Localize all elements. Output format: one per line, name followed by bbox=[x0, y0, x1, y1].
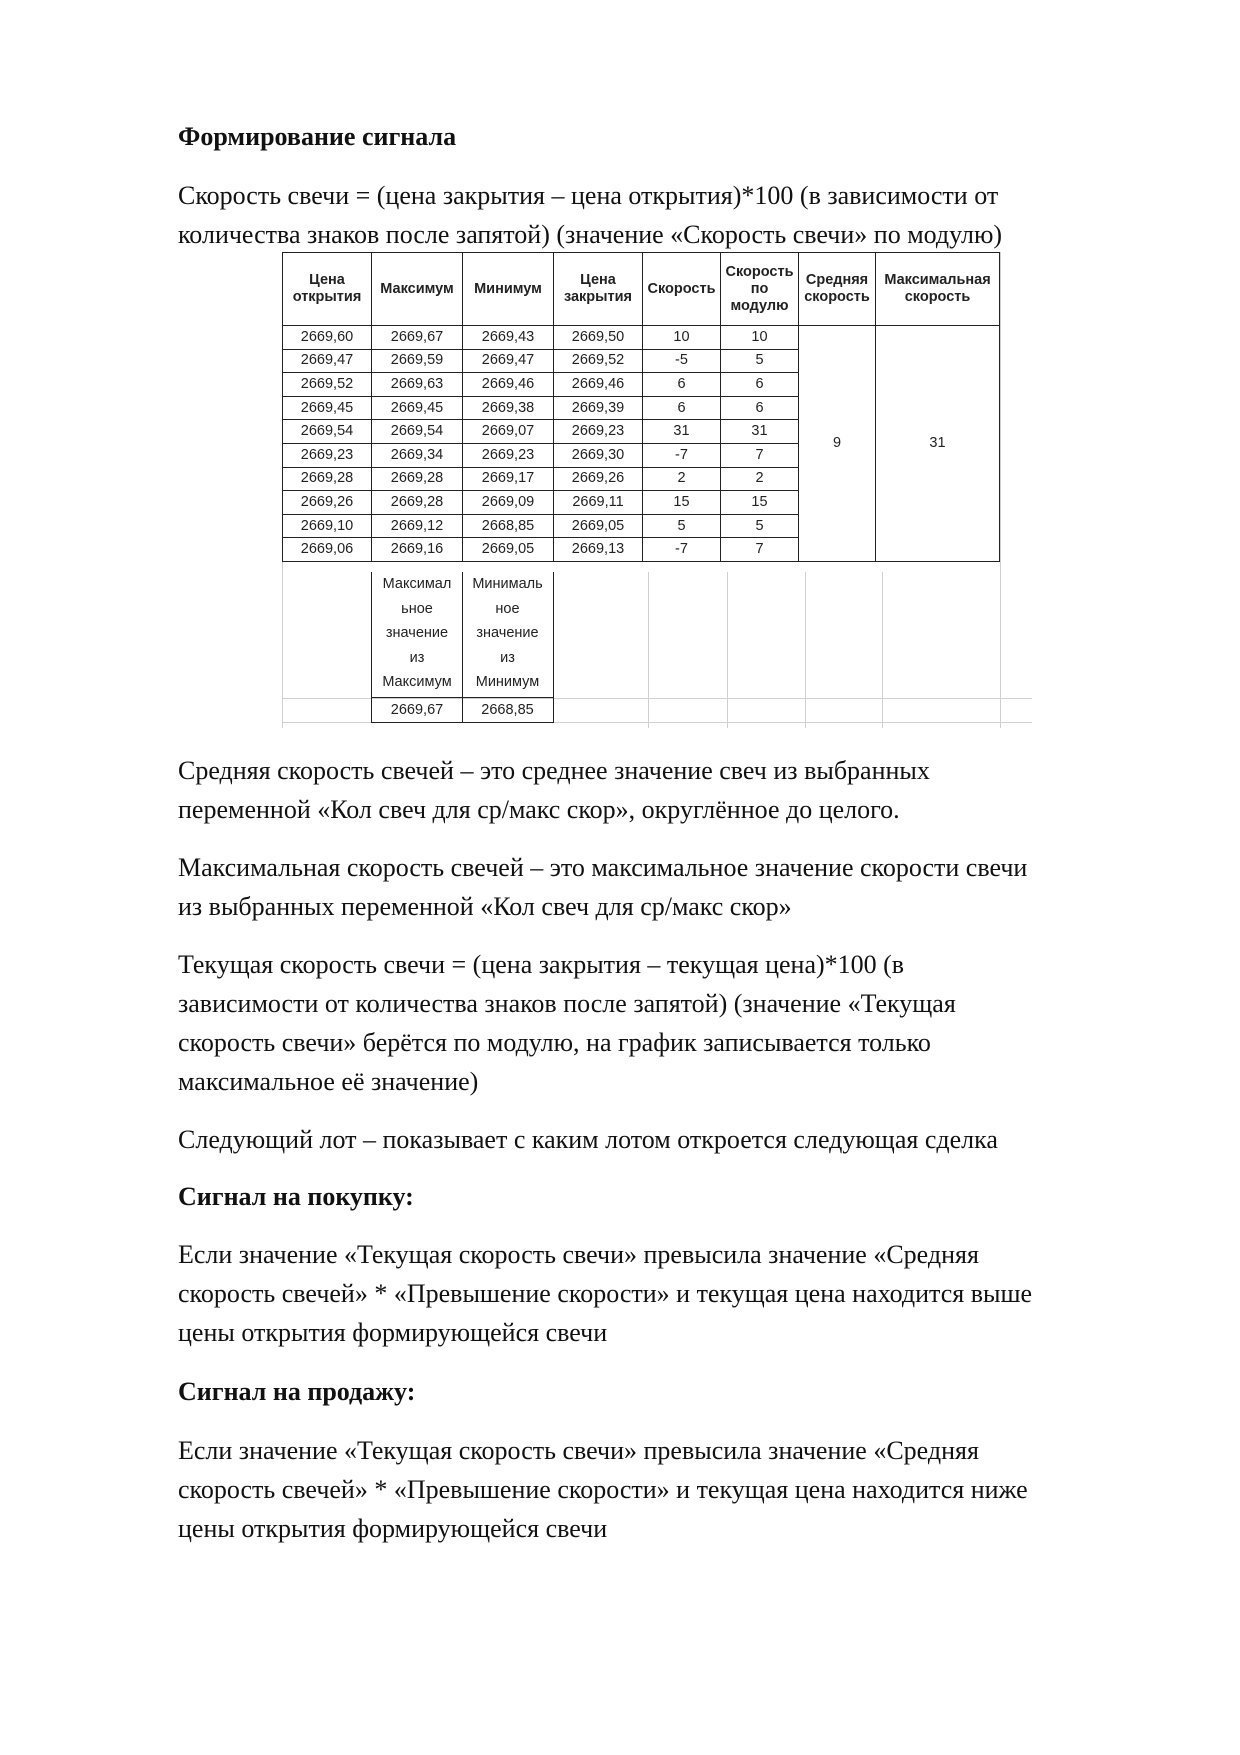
current-speed-paragraph bbox=[178, 945, 1168, 1101]
min-of-min-value: 2668,85 bbox=[462, 697, 554, 723]
sell-signal-heading: Сигнал на продажу: bbox=[178, 1377, 416, 1406]
max-speed-paragraph bbox=[178, 848, 1168, 926]
header-open-price: Цена открытия bbox=[283, 253, 372, 326]
cell-open: 2669,23 bbox=[283, 443, 372, 467]
cell-open: 2669,45 bbox=[283, 396, 372, 420]
cell-max: 2669,16 bbox=[372, 538, 463, 562]
buy-signal-paragraph bbox=[178, 1235, 1168, 1352]
text-line: Следующий лот – показывает с каким лотом откроется следующая сделка bbox=[178, 1125, 998, 1154]
cell-avg-speed: 9 bbox=[799, 326, 876, 562]
cell-speed: 31 bbox=[643, 420, 721, 444]
avg-speed-paragraph bbox=[178, 751, 1168, 829]
cell-speed: 5 bbox=[643, 514, 721, 538]
cell-speed: -7 bbox=[643, 538, 721, 562]
cell-open: 2669,26 bbox=[283, 491, 372, 515]
max-of-max-value: 2669,67 bbox=[371, 697, 463, 723]
grid-line bbox=[1000, 572, 1001, 728]
cell-min: 2668,85 bbox=[463, 514, 554, 538]
header-abs-speed: Скорость по модулю bbox=[721, 253, 799, 326]
cell-open: 2669,06 bbox=[283, 538, 372, 562]
cell-max: 2669,63 bbox=[372, 373, 463, 397]
cell-open: 2669,54 bbox=[283, 420, 372, 444]
cell-abs-speed: 6 bbox=[721, 373, 799, 397]
text-line: Средняя скорость свечей – это среднее значение свеч из выбранных bbox=[178, 756, 930, 785]
cell-abs-speed: 15 bbox=[721, 491, 799, 515]
cell-min: 2669,05 bbox=[463, 538, 554, 562]
next-lot-paragraph bbox=[178, 1120, 1168, 1159]
cell-min: 2669,23 bbox=[463, 443, 554, 467]
cell-speed: 2 bbox=[643, 467, 721, 491]
candle-table bbox=[282, 252, 1000, 562]
cell-close: 2669,13 bbox=[554, 538, 643, 562]
section-title: Формирование сигнала bbox=[178, 122, 457, 151]
intro-paragraph bbox=[178, 176, 1168, 254]
header-row bbox=[283, 253, 1000, 326]
cell-abs-speed: 6 bbox=[721, 396, 799, 420]
candle-speed-spreadsheet bbox=[282, 252, 1032, 728]
cell-open: 2669,60 bbox=[283, 326, 372, 350]
text-line: максимальное её значение) bbox=[178, 1067, 479, 1096]
cell-close: 2669,52 bbox=[554, 349, 643, 373]
grid-line bbox=[727, 572, 728, 728]
text-line: скорость свечей» * «Превышение скорости» и текущая цена находится ниже bbox=[178, 1475, 1028, 1504]
cell-open: 2669,28 bbox=[283, 467, 372, 491]
cell-max-speed: 31 bbox=[876, 326, 1000, 562]
cell-close: 2669,46 bbox=[554, 373, 643, 397]
cell-close: 2669,39 bbox=[554, 396, 643, 420]
text-line: скорость свечей» * «Превышение скорости» и текущая цена находится выше bbox=[178, 1279, 1033, 1308]
cell-close: 2669,11 bbox=[554, 491, 643, 515]
cell-min: 2669,09 bbox=[463, 491, 554, 515]
text-line: количества знаков после запятой) (значение «Скорость свечи» по модулю) bbox=[178, 220, 1003, 249]
cell-speed: 15 bbox=[643, 491, 721, 515]
cell-min: 2669,46 bbox=[463, 373, 554, 397]
text-line: скорость свечи» берётся по модулю, на график записывается только bbox=[178, 1028, 931, 1057]
cell-min: 2669,17 bbox=[463, 467, 554, 491]
cell-speed: -5 bbox=[643, 349, 721, 373]
header-close-price: Цена закрытия bbox=[554, 253, 643, 326]
text-line: Если значение «Текущая скорость свечи» превысила значение «Средняя bbox=[178, 1436, 979, 1465]
grid-line bbox=[648, 572, 649, 728]
table-row bbox=[283, 326, 1000, 350]
max-of-max-label: Максимал ьное значение из Максимум bbox=[371, 572, 463, 698]
cell-speed: 10 bbox=[643, 326, 721, 350]
cell-abs-speed: 7 bbox=[721, 443, 799, 467]
cell-max: 2669,12 bbox=[372, 514, 463, 538]
cell-speed: 6 bbox=[643, 373, 721, 397]
cell-min: 2669,07 bbox=[463, 420, 554, 444]
header-speed: Скорость bbox=[643, 253, 721, 326]
cell-max: 2669,28 bbox=[372, 467, 463, 491]
sell-signal-paragraph bbox=[178, 1431, 1168, 1548]
cell-open: 2669,10 bbox=[283, 514, 372, 538]
text-line: из выбранных переменной «Кол свеч для ср/макс скор» bbox=[178, 892, 792, 921]
text-line: Максимальная скорость свечей – это максимальное значение скорости свечи bbox=[178, 853, 1028, 882]
cell-speed: -7 bbox=[643, 443, 721, 467]
cell-min: 2669,38 bbox=[463, 396, 554, 420]
text-line: цены открытия формирующейся свечи bbox=[178, 1318, 608, 1347]
cell-abs-speed: 5 bbox=[721, 514, 799, 538]
cell-abs-speed: 5 bbox=[721, 349, 799, 373]
cell-open: 2669,52 bbox=[283, 373, 372, 397]
cell-close: 2669,05 bbox=[554, 514, 643, 538]
cell-close: 2669,50 bbox=[554, 326, 643, 350]
text-line: цены открытия формирующейся свечи bbox=[178, 1514, 608, 1543]
text-line: Если значение «Текущая скорость свечи» превысила значение «Средняя bbox=[178, 1240, 979, 1269]
cell-abs-speed: 31 bbox=[721, 420, 799, 444]
min-of-min-label: Минималь ное значение из Минимум bbox=[462, 572, 554, 698]
cell-abs-speed: 10 bbox=[721, 326, 799, 350]
header-minimum: Минимум bbox=[463, 253, 554, 326]
cell-max: 2669,67 bbox=[372, 326, 463, 350]
text-line: Текущая скорость свечи = (цена закрытия – текущая цена)*100 (в bbox=[178, 950, 905, 979]
cell-close: 2669,23 bbox=[554, 420, 643, 444]
text-line: Скорость свечи = (цена закрытия – цена открытия)*100 (в зависимости от bbox=[178, 181, 999, 210]
cell-open: 2669,47 bbox=[283, 349, 372, 373]
cell-abs-speed: 2 bbox=[721, 467, 799, 491]
cell-close: 2669,30 bbox=[554, 443, 643, 467]
grid-line bbox=[805, 572, 806, 728]
cell-max: 2669,45 bbox=[372, 396, 463, 420]
cell-min: 2669,47 bbox=[463, 349, 554, 373]
cell-close: 2669,26 bbox=[554, 467, 643, 491]
cell-speed: 6 bbox=[643, 396, 721, 420]
cell-max: 2669,28 bbox=[372, 491, 463, 515]
cell-min: 2669,43 bbox=[463, 326, 554, 350]
grid-line bbox=[882, 572, 883, 728]
header-maximum: Максимум bbox=[372, 253, 463, 326]
cell-max: 2669,34 bbox=[372, 443, 463, 467]
cell-abs-speed: 7 bbox=[721, 538, 799, 562]
text-line: зависимости от количества знаков после запятой) (значение «Текущая bbox=[178, 989, 956, 1018]
text-line: переменной «Кол свеч для ср/макс скор», округлённое до целого. bbox=[178, 795, 900, 824]
header-max-speed: Максимальная скорость bbox=[876, 253, 1000, 326]
buy-signal-heading: Сигнал на покупку: bbox=[178, 1182, 414, 1211]
cell-max: 2669,54 bbox=[372, 420, 463, 444]
header-avg-speed: Средняя скорость bbox=[799, 253, 876, 326]
cell-max: 2669,59 bbox=[372, 349, 463, 373]
